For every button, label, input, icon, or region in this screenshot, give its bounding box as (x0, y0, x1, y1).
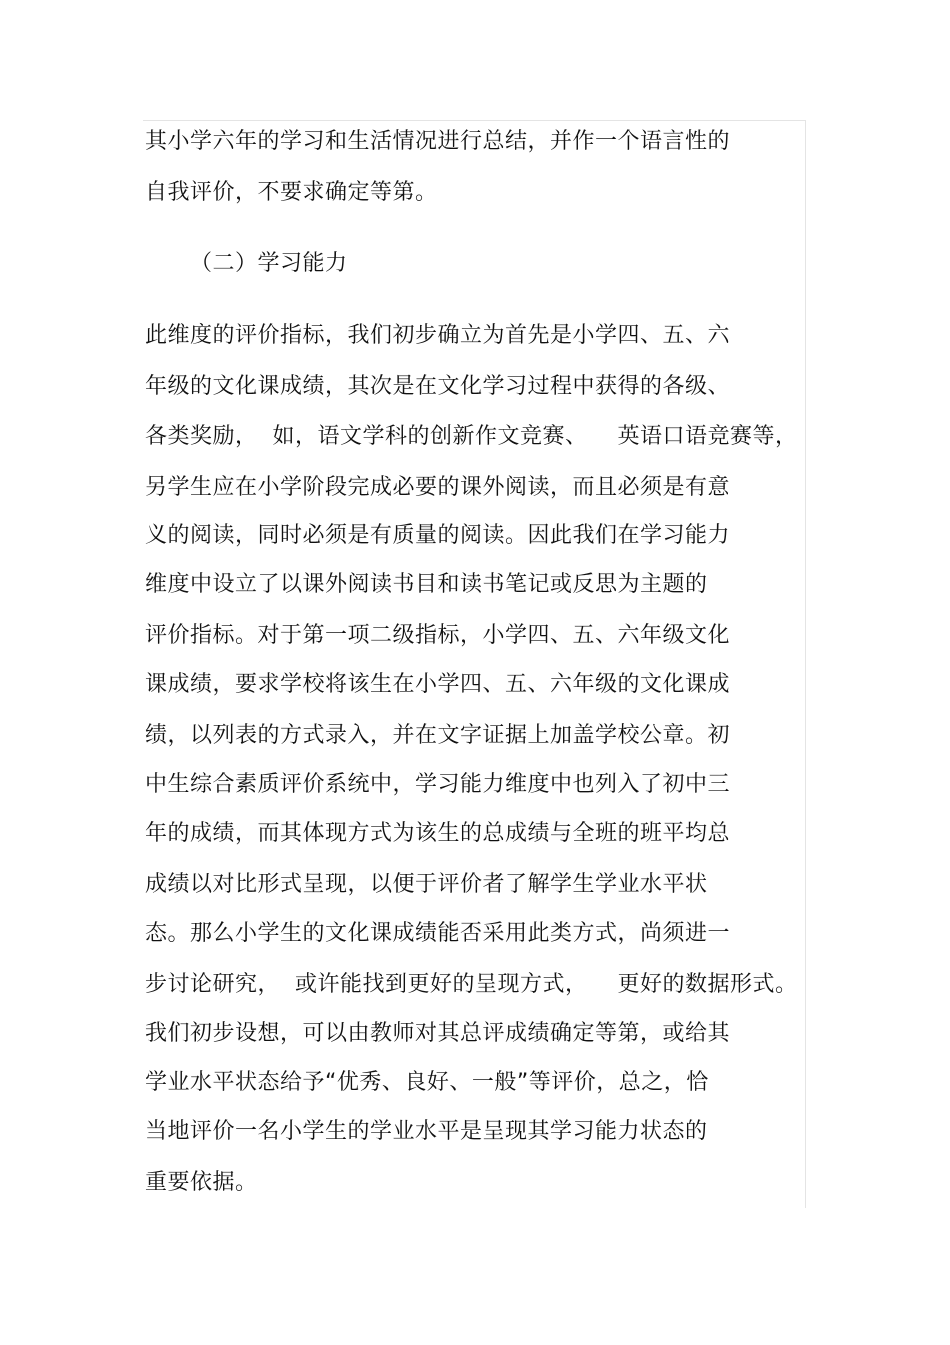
body-line: 我们初步设想，可以由教师对其总评成绩确定等第，或给其 (145, 1021, 731, 1046)
body-line: 评价指标。对于第一项二级指标，小学四、五、六年级文化 (145, 623, 731, 648)
body-line: 另学生应在小学阶段完成必要的课外阅读，而且必须是有意 (145, 475, 731, 500)
body-line: 义的阅读，同时必须是有质量的阅读。因此我们在学习能力 (145, 523, 731, 548)
body-line: 维度中设立了以课外阅读书目和读书笔记或反思为主题的 (145, 572, 708, 597)
body-line: 学业水平状态给予“优秀、良好、一般”等评价，总之，恰 (145, 1070, 709, 1095)
body-line: 绩，以列表的方式录入，并在文字证据上加盖学校公章。初 (145, 723, 731, 748)
body-line: 重要依据。 (145, 1170, 258, 1195)
body-line: 年级的文化课成绩，其次是在文化学习过程中获得的各级、 (145, 374, 731, 399)
section-heading: （二）学习能力 (190, 251, 348, 276)
body-line: 自我评价，不要求确定等第。 (145, 180, 438, 205)
body-line: 其小学六年的学习和生活情况进行总结，并作一个语言性的 (145, 129, 731, 154)
body-line: 此维度的评价指标，我们初步确立为首先是小学四、五、六 (145, 323, 731, 348)
body-line: 步讨论研究， 或许能找到更好的呈现方式， 更好的数据形式。 (145, 972, 798, 997)
body-line: 中生综合素质评价系统中，学习能力维度中也列入了初中三 (145, 772, 731, 797)
body-line: 年的成绩，而其体现方式为该生的总成绩与全班的班平均总 (145, 821, 731, 846)
body-line: 课成绩，要求学校将该生在小学四、五、六年级的文化课成 (145, 672, 731, 697)
body-line: 成绩以对比形式呈现，以便于评价者了解学生学业水平状 (145, 872, 708, 897)
body-line: 当地评价一名小学生的学业水平是呈现其学习能力状态的 (145, 1119, 708, 1144)
body-line: 各类奖励， 如，语文学科的创新作文竞赛、 英语口语竞赛等， (145, 424, 798, 449)
body-line: 态。那么小学生的文化课成绩能否采用此类方式，尚须进一 (145, 921, 731, 946)
